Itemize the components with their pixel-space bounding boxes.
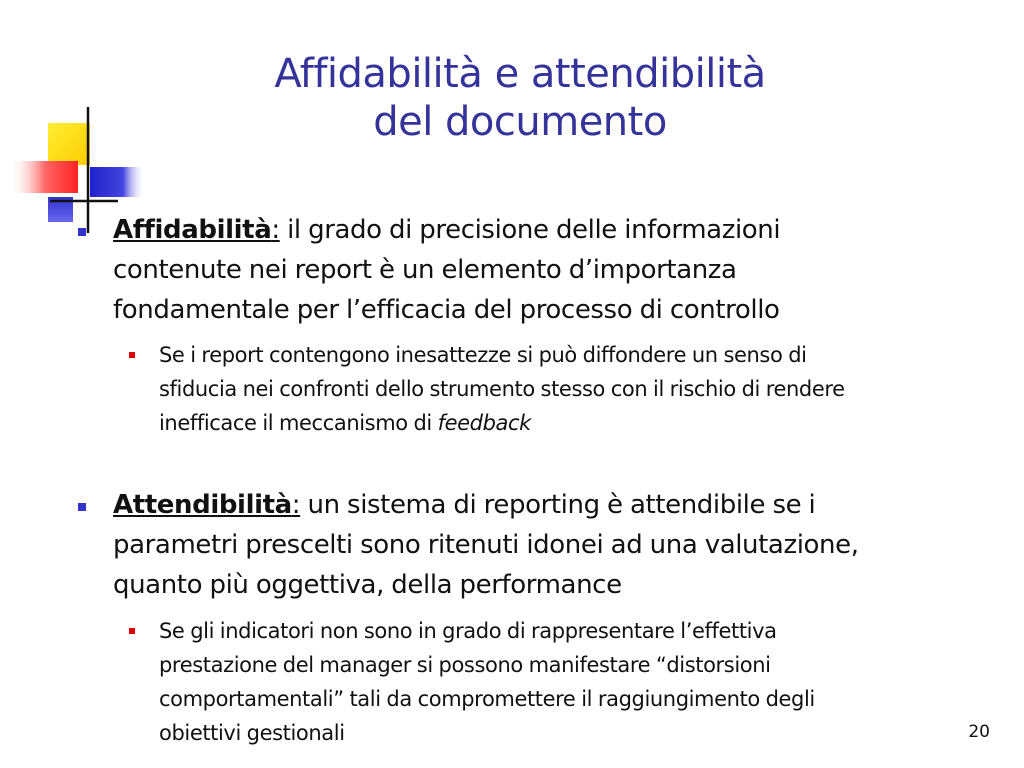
sub-attendibilita-line3: comportamentali” tali da compromettere il raggiungimento degli bbox=[159, 687, 815, 711]
sub-attendibilita-line2: prestazione del manager si possono manifestare “distorsioni bbox=[159, 653, 771, 677]
sub-attendibilita-line4: obiettivi gestionali bbox=[159, 721, 345, 745]
sub-affidabilita-line3-text: inefficace il meccanismo di bbox=[159, 411, 438, 435]
item-affidabilita-line2: contenute nei report è un elemento d’importanza bbox=[113, 255, 737, 285]
item-attendibilita-line2: parametri prescelti sono ritenuti idonei ad una valutazione, bbox=[113, 530, 859, 560]
slide-title-line1: Affidabilità e attendibilità bbox=[274, 51, 766, 97]
item-affidabilita-text: il grado di precisione delle informazioni bbox=[279, 215, 781, 245]
sub-affidabilita-line3 bbox=[159, 406, 1014, 440]
sub-affidabilita-line2: sfiducia nei confronti dello strumento stesso con il rischio di rendere bbox=[159, 377, 845, 401]
item-affidabilita-line3: fondamentale per l’efficacia del processo di controllo bbox=[113, 295, 780, 325]
bullet-square-icon bbox=[78, 228, 86, 236]
term-attendibilita: Attendibilità bbox=[113, 490, 292, 520]
item-affidabilita-line1 bbox=[113, 210, 1013, 250]
slide-title-line2: del documento bbox=[373, 99, 667, 145]
term-colon: : bbox=[271, 215, 280, 245]
bullet-square-icon bbox=[78, 503, 86, 511]
item-attendibilita-text: un sistema di reporting è attendibile se i bbox=[300, 490, 816, 520]
item-attendibilita-line3: quanto più oggettiva, della performance bbox=[113, 570, 622, 600]
sub-affidabilita-feedback: feedback bbox=[437, 411, 531, 435]
page-number: 20 bbox=[968, 722, 990, 742]
term-colon: : bbox=[291, 490, 301, 520]
item-attendibilita-line1 bbox=[113, 485, 1013, 525]
term-affidabilita: Affidabilità bbox=[113, 215, 272, 245]
sub-attendibilita-line1: Se gli indicatori non sono in grado di rappresentare l’effettiva bbox=[159, 619, 777, 643]
sub-bullet-square-icon bbox=[129, 352, 135, 358]
sub-affidabilita-line1: Se i report contengono inesattezze si può diffondere un senso di bbox=[159, 343, 807, 367]
sub-bullet-square-icon bbox=[129, 628, 135, 634]
